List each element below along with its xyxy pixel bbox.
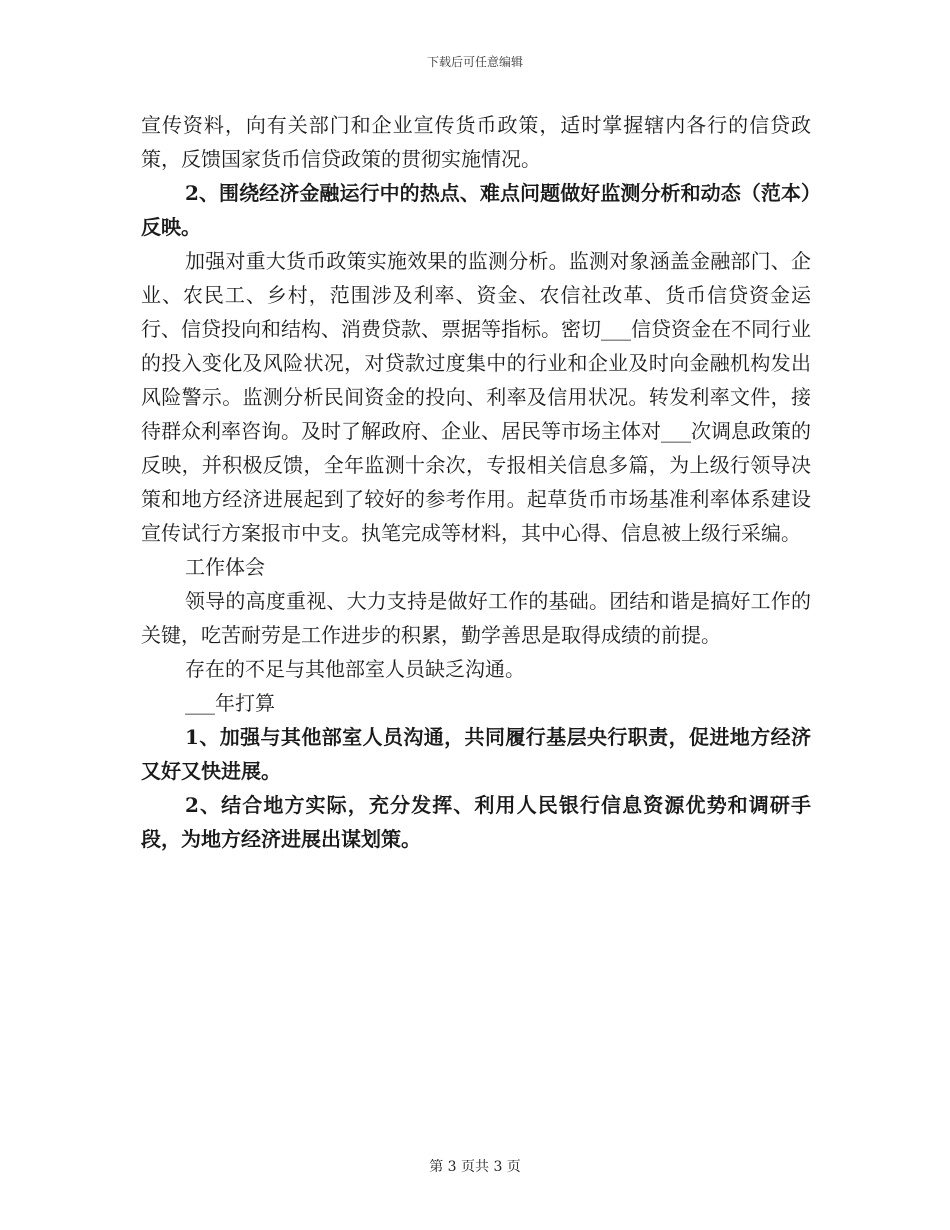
plan-item-1: 1、加强与其他部室人员沟通，共同履行基层央行职责，促进地方经济又好又快进展。	[141, 725, 811, 783]
paragraph-experience: 领导的高度重视、大力支持是做好工作的基础。团结和谐是搞好工作的关键，吃苦耐劳是工作进步的积累，勤学善思是取得成绩的前提。	[141, 589, 811, 647]
section-heading-2: 2、围绕经济金融运行中的热点、难点问题做好监测分析和动态（范本）反映。	[141, 181, 811, 239]
page-number: 第 3 页共 3 页	[429, 1159, 521, 1175]
document-body	[141, 108, 811, 856]
plan-item-2: 2、结合地方实际，充分发挥、利用人民银行信息资源优势和调研手段，为地方经济进展出谋划策。	[141, 793, 811, 851]
paragraph-continuation: 宣传资料，向有关部门和企业宣传货币政策，适时掌握辖内各行的信贷政策，反馈国家货币信贷政策的贯彻实施情况。	[141, 113, 811, 171]
paragraph-shortcomings: 存在的不足与其他部室人员缺乏沟通。	[185, 657, 525, 681]
subheading-year-plan: ___年打算	[185, 691, 275, 715]
paragraph-monitoring: 加强对重大货币政策实施效果的监测分析。监测对象涵盖金融部门、企业、农民工、乡村，范围涉及利率、资金、农信社改革、货币信贷资金运行、信贷投向和结构、消费贷款、票据等指标。密切___信贷资金在不同行业的投入变化及风险状况，对贷款过度集中的行业和企业及时向金融机构发出风险警示。监测分析民间资金的投向、利率及信用状况。转发利率文件，接待群众利率咨询。及时了解政府、企业、居民等市场主体对___次调息政策的反映，并积极反馈，全年监测十余次，专报相关信息多篇，为上级行领导决策和地方经济进展起到了较好的参考作用。起草货币市场基准利率体系建设宣传试行方案报市中支。执笔完成等材料，其中心得、信息被上级行采编。	[141, 249, 811, 545]
page-header-note: 下载后可任意编辑	[426, 55, 523, 69]
subheading-work-experience: 工作体会	[185, 555, 265, 579]
